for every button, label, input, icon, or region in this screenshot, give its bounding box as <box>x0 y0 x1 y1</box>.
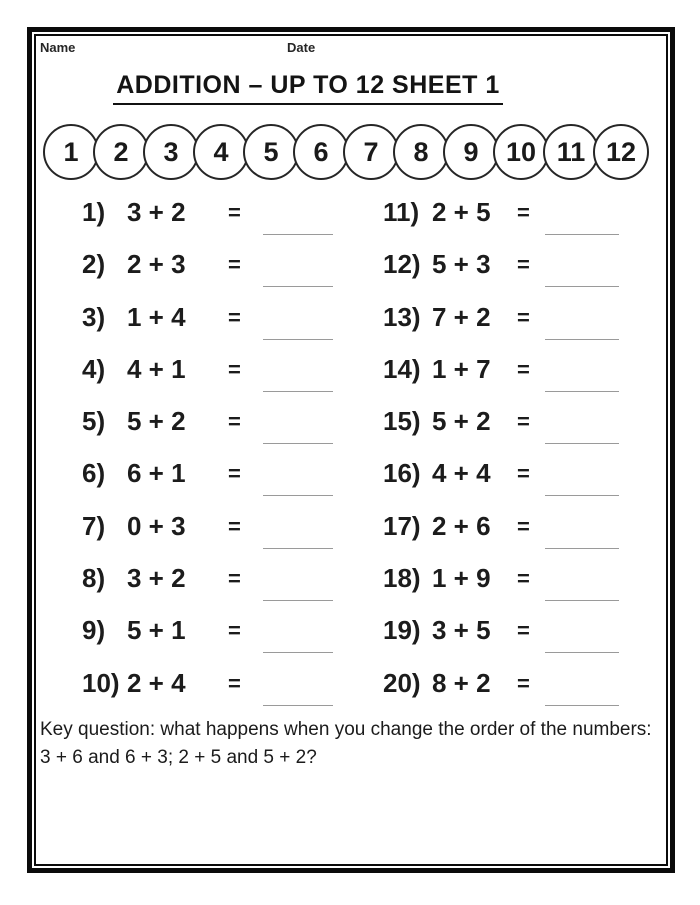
circle-number: 12 <box>605 136 637 167</box>
problem-expression: 4 + 1 <box>127 353 186 384</box>
equals-sign: = <box>517 409 530 435</box>
problem-expression: 4 + 4 <box>432 458 491 489</box>
number-circle <box>593 124 649 180</box>
circle-number: 9 <box>463 136 479 167</box>
problem-number: 12) <box>383 249 421 280</box>
number-circle <box>343 124 399 180</box>
number-circle <box>393 124 449 180</box>
problem-number: 16) <box>383 458 421 489</box>
answer-line <box>263 495 333 496</box>
equals-sign: = <box>517 513 530 539</box>
answer-line <box>545 705 619 706</box>
problem-number: 8) <box>82 563 106 594</box>
number-track <box>43 124 643 180</box>
equals-sign: = <box>228 304 241 330</box>
problem-expression: 2 + 5 <box>432 197 491 227</box>
problem-number: 4) <box>82 353 106 384</box>
problem-expression: 2 + 3 <box>127 249 186 280</box>
problem-expression: 1 + 9 <box>432 563 491 594</box>
problem-row <box>383 457 683 509</box>
problem-row <box>383 562 683 614</box>
answer-line <box>263 339 333 340</box>
problem-row <box>82 667 382 719</box>
circle-number: 4 <box>213 136 229 167</box>
problem-row <box>82 457 382 509</box>
equals-sign: = <box>228 409 241 435</box>
number-circle <box>143 124 199 180</box>
answer-line <box>545 443 619 444</box>
circle-number: 2 <box>113 136 129 167</box>
problem-expression: 2 + 4 <box>127 667 186 698</box>
number-circle <box>543 124 599 180</box>
answer-line <box>263 391 333 392</box>
problem-row <box>383 614 683 666</box>
problem-number: 7) <box>82 510 106 541</box>
equals-sign: = <box>228 252 241 278</box>
answer-line <box>545 600 619 601</box>
number-circle <box>443 124 499 180</box>
equals-sign: = <box>517 252 530 278</box>
problem-expression: 8 + 2 <box>432 667 491 698</box>
answer-line <box>545 495 619 496</box>
name-label: Name <box>40 40 76 55</box>
circle-number: 6 <box>313 136 329 167</box>
problem-row <box>383 353 683 405</box>
problem-row <box>82 353 382 405</box>
title-wrap <box>0 71 616 105</box>
equals-sign: = <box>228 461 241 487</box>
number-circle <box>93 124 149 180</box>
circle-number: 7 <box>363 136 379 167</box>
problem-expression: 1 + 7 <box>432 353 491 384</box>
problem-row <box>82 405 382 457</box>
equals-sign: = <box>517 670 530 696</box>
equals-sign: = <box>228 670 241 696</box>
problem-row <box>82 248 382 300</box>
problems-column-left <box>82 196 382 719</box>
problem-number: 17) <box>383 510 421 541</box>
problem-number: 13) <box>383 301 421 332</box>
problems-column-right <box>383 196 683 719</box>
answer-line <box>545 286 619 287</box>
problem-expression: 5 + 3 <box>432 249 491 280</box>
circle-number: 3 <box>163 136 179 167</box>
problem-number: 11) <box>383 197 420 227</box>
problem-expression: 6 + 1 <box>127 458 186 489</box>
problem-row <box>82 196 382 248</box>
equals-sign: = <box>517 304 530 330</box>
equals-sign: = <box>228 200 241 225</box>
equals-sign: = <box>517 200 530 225</box>
problem-number: 14) <box>383 353 421 384</box>
problem-expression: 3 + 2 <box>127 197 186 227</box>
problem-expression: 5 + 2 <box>432 406 491 437</box>
problem-number: 20) <box>383 667 421 698</box>
number-circle <box>243 124 299 180</box>
problem-expression: 2 + 6 <box>432 510 491 541</box>
answer-line <box>545 339 619 340</box>
key-question-line2: 3 + 6 and 6 + 3; 2 + 5 and 5 + 2? <box>40 747 317 768</box>
problem-row <box>82 301 382 353</box>
equals-sign: = <box>517 618 530 644</box>
number-circle <box>493 124 549 180</box>
problem-expression: 3 + 5 <box>432 615 491 646</box>
problem-expression: 1 + 4 <box>127 301 186 332</box>
equals-sign: = <box>517 461 530 487</box>
problem-expression: 7 + 2 <box>432 301 491 332</box>
problem-number: 9) <box>82 615 106 646</box>
answer-line <box>263 600 333 601</box>
circle-number: 10 <box>505 136 537 167</box>
circle-number: 11 <box>556 136 586 167</box>
circle-number: 5 <box>263 136 279 167</box>
problem-row <box>383 405 683 457</box>
number-circle <box>43 124 99 180</box>
problem-expression: 3 + 2 <box>127 563 186 594</box>
problem-expression: 0 + 3 <box>127 510 186 541</box>
equals-sign: = <box>228 566 241 592</box>
answer-line <box>263 443 333 444</box>
answer-line <box>263 548 333 549</box>
page-title: ADDITION – UP TO 12 SHEET 1 <box>113 71 503 105</box>
problem-row <box>383 667 683 719</box>
problem-expression: 5 + 2 <box>127 406 186 437</box>
answer-line <box>263 286 333 287</box>
equals-sign: = <box>228 513 241 539</box>
answer-line <box>263 705 333 706</box>
equals-sign: = <box>228 618 241 644</box>
problem-row <box>383 196 683 248</box>
problem-number: 2) <box>82 249 106 280</box>
problem-number: 6) <box>82 458 106 489</box>
number-circle <box>193 124 249 180</box>
key-question <box>40 716 660 772</box>
problem-number: 18) <box>383 563 421 594</box>
answer-line <box>545 548 619 549</box>
problem-row <box>383 510 683 562</box>
equals-sign: = <box>228 356 241 382</box>
problem-row <box>82 562 382 614</box>
answer-line <box>545 652 619 653</box>
problem-row <box>82 614 382 666</box>
problem-expression: 5 + 1 <box>127 615 186 646</box>
equals-sign: = <box>517 356 530 382</box>
answer-line <box>545 234 619 235</box>
circle-number: 1 <box>63 136 79 167</box>
problem-number: 1) <box>82 197 106 227</box>
problem-number: 3) <box>82 301 106 332</box>
answer-line <box>263 652 333 653</box>
problem-number: 19) <box>383 615 421 646</box>
answer-line <box>545 391 619 392</box>
answer-line <box>263 234 333 235</box>
equals-sign: = <box>517 566 530 592</box>
problem-number: 15) <box>383 406 421 437</box>
problem-number: 5) <box>82 406 106 437</box>
key-question-line1: Key question: what happens when you change the order of the numbers: <box>40 719 652 740</box>
date-label: Date <box>287 40 316 55</box>
problem-number: 10) <box>82 667 120 698</box>
problem-row <box>383 248 683 300</box>
circle-number: 8 <box>413 136 429 167</box>
number-circle <box>293 124 349 180</box>
problem-row <box>383 301 683 353</box>
problem-row <box>82 510 382 562</box>
